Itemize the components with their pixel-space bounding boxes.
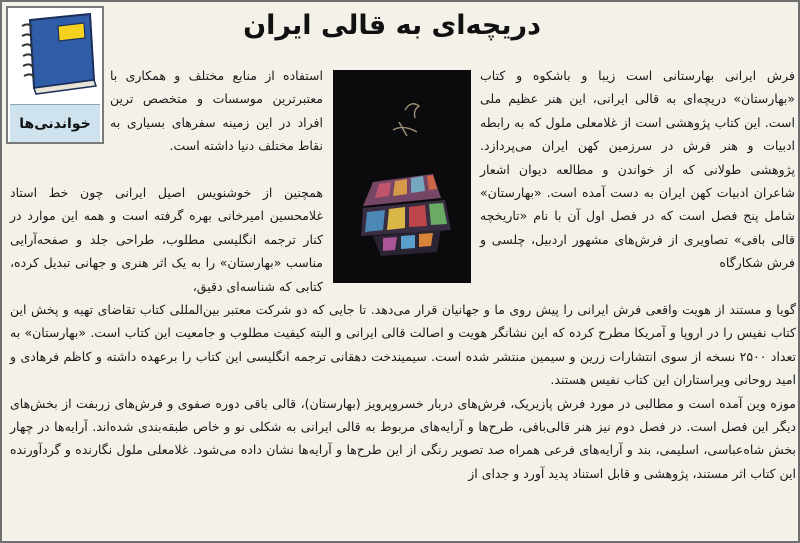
body-column-left: استفاده از منابع مختلف و همکاری با معتبرترین موسسات و متخصص ترین افراد در این زمینه سفرهای بسیاری به نقاط مختلف دنیا داشته است. <box>110 68 323 154</box>
body-column-right: فرش ایرانی بهارستانی است زیبا و باشکوه و کتاب «بهارستان» دریچه‌ای به قالی ایرانی، این هنر عظیم ملی است. این کتاب پژوهشی است از غلامعلی ملول که به رابطه ادبیات و هنر فرش در سرزمین کهن ایران می‌پردازد. پژوهشی طولانی که از خواندن و مطالعه دیوان اشعار شاعران ادبیات کهن ایران به دست آمده است. «بهارستان» شامل پنج فصل است که در فصل اول آن با نام «تاریخچه قالی بافی» تصاویری از فرش‌های مشهور اردبیل، چلسی و فرش شکارگاه <box>480 68 795 271</box>
article-title: دریچه‌ای به قالی ایران <box>243 10 541 41</box>
section-badge <box>6 6 104 144</box>
body-column-bottom: گویا و مستند از هویت واقعی فرش ایرانی را پیش روی ما و جهانیان قرار می‌دهد. تا جایی که دو شرکت معتبر بین‌المللی کتاب تقاضای تهیه و پخش این کتاب نفیس را در اروپا و آمریکا مطرح کرده که این نشانگر هویت و اصالت قالی ایرانی و البته کیفیت مطلوب و جامعیت این کتاب است. «بهارستان» به تعداد ۲۵۰۰ نسخه از سوی انتشارات زرین و سیمین منتشر شده است. سیمیندخت دهقانی ترجمه انگلیسی این کتاب را برعهده داشته و کاظم فرهادی و امید روحانی ویراستاران این کتاب نفیس هستند. موزه وین آمده است و مطالبی در مورد فرش پازیریک، فرش‌های دربار خسروپرویز (بهارستان)، قالی باقی دوره صفوی و فرش‌های زربفت از بخش‌های دیگر این فصل است. در فصل دوم نیز هنر قالی‌بافی، طرح‌ها و آرایه‌های مربوط به قالی ایرانی به شکلی نو و خاص طبقه‌بندی شده‌اند. آرایه‌ها در چهار بخش شاه‌عباسی، اسلیمی، بند و آرایه‌های فرعی همراه صد تصویر رنگی از این طرح‌ها و آرایه‌ها نشان داده می‌شود. غلامعلی ملول نگارنده و گردآورنده این کتاب اثر مستند، پژوهشی و قابل استناد پدید آورد و جدای از <box>10 302 796 481</box>
section-label: خواندنی‌ها <box>10 104 100 142</box>
book-cover-stained-glass-icon <box>333 70 471 283</box>
book-cover-image <box>333 70 471 283</box>
body-column-left-wide: همچنین از خوشنویس اصیل ایرانی چون خط استاد غلامحسین امیرخانی بهره گرفته است و همه این موارد در کنار ترجمه انگلیسی مطلوب، طراحی جلد و صفحه‌آرایی مناسب «بهارستان» را به یک اثر هنری و جهانی تبدیل کرده، کتابی که شناسه‌ای دقیق، <box>10 185 323 294</box>
book-icon <box>8 8 102 104</box>
